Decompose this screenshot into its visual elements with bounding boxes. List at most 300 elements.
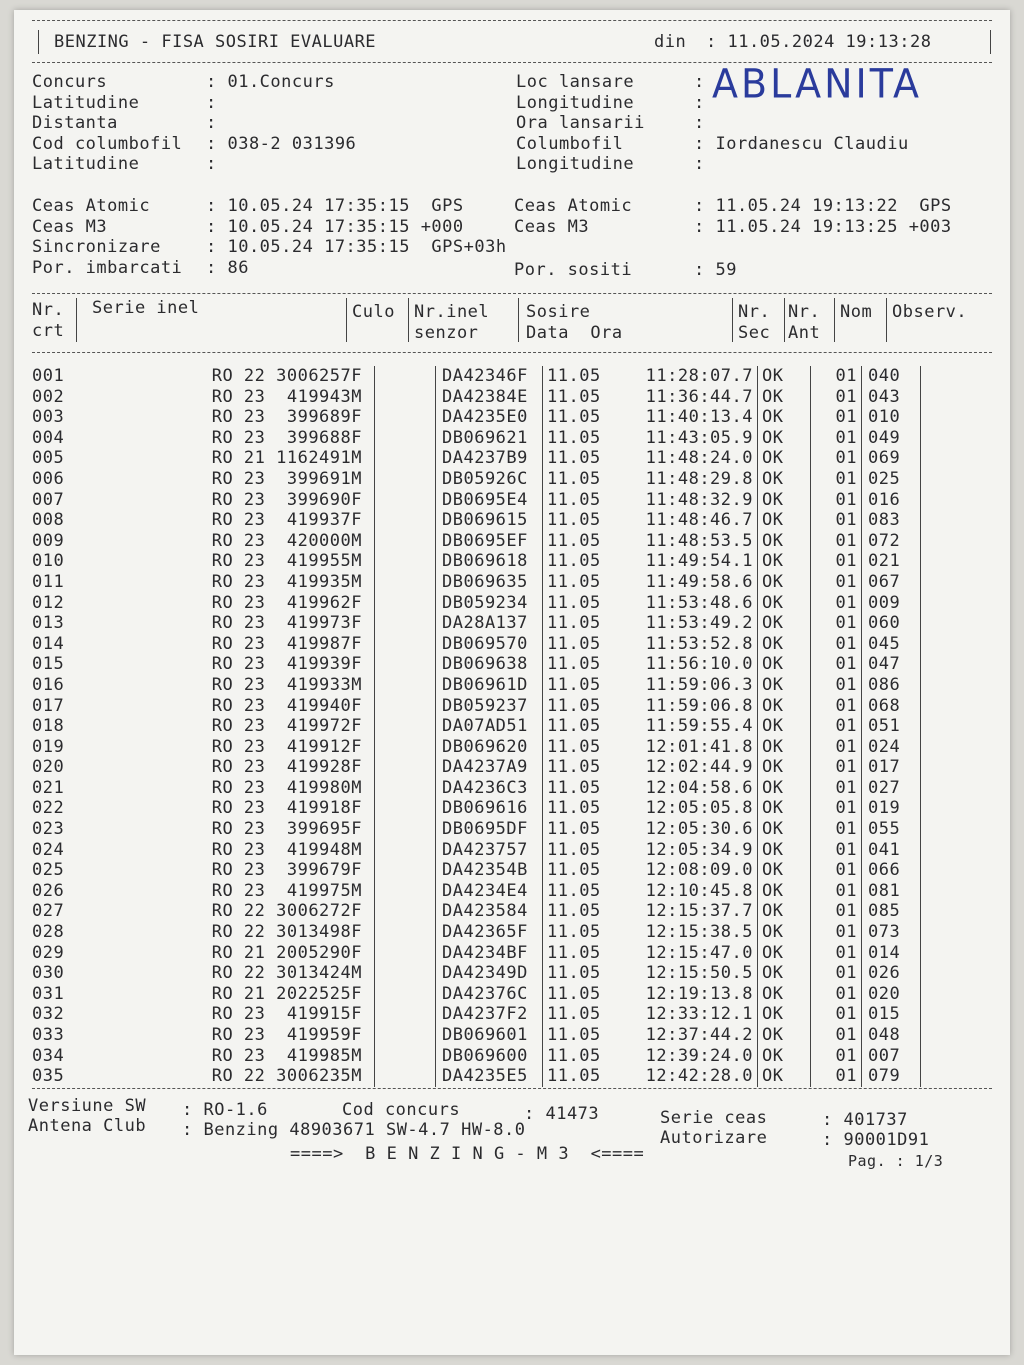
row-date: 11.05 [543, 943, 624, 964]
row-ring: RO 23 419962F [211, 592, 362, 613]
row-sec: OK [758, 366, 811, 387]
row-date: 11.05 [543, 510, 624, 531]
row-sensor: DB069616 [436, 798, 543, 819]
row-sensor: DB069635 [436, 572, 543, 593]
row-ring: RO 22 3006235M [211, 1066, 362, 1087]
row-time: 11:48:29.8 [645, 468, 753, 489]
row-sec: OK [758, 1025, 811, 1046]
row-ring: RO 23 419912F [211, 736, 362, 757]
row-nr: 033 [32, 1025, 65, 1045]
row-nom: 055 [862, 819, 921, 840]
row-culo [375, 448, 436, 469]
row-ring: RO 23 419948M [211, 839, 362, 860]
row-sensor: DA28A137 [436, 613, 543, 634]
row-date: 11.05 [543, 737, 624, 758]
row-ring: RO 23 419918F [211, 798, 362, 819]
col-obs-header: Observ. [892, 302, 968, 322]
row-nom: 066 [862, 860, 921, 881]
row-ant: 01 [811, 510, 862, 531]
footer-version-value: : RO-1.6 [182, 1100, 268, 1120]
clock-left-labels: Ceas Atomic Ceas M3 Sincronizare Por. imbarcati [32, 196, 183, 278]
row-ring: RO 23 419975M [211, 880, 362, 901]
row-date: 11.05 [543, 696, 624, 717]
row-time: 12:05:34.9 [645, 839, 753, 860]
row-sensor: DA4237A9 [436, 757, 543, 778]
table-row [28, 1046, 1001, 1067]
row-nr: 028 [32, 922, 65, 943]
title-bar-left [38, 30, 39, 54]
row-time: 11:48:46.7 [645, 510, 753, 531]
row-sec: OK [758, 613, 811, 634]
row-ring: RO 21 1162491M [211, 448, 362, 469]
row-obs [921, 654, 1002, 675]
table-row [28, 1025, 1001, 1046]
table-row [28, 531, 1001, 552]
row-ant: 01 [811, 798, 862, 819]
row-time: 12:15:47.0 [645, 942, 753, 963]
row-nr: 001 [32, 366, 65, 386]
row-sec: OK [758, 387, 811, 408]
row-nom: 048 [862, 1025, 921, 1046]
row-time: 11:56:10.0 [645, 654, 753, 675]
row-date: 11.05 [543, 901, 624, 922]
row-sec: OK [758, 551, 811, 572]
row-sec: OK [758, 943, 811, 964]
row-obs [921, 551, 1002, 572]
row-nr: 034 [32, 1045, 65, 1066]
row-nr: 002 [32, 386, 65, 407]
row-culo [375, 901, 436, 922]
info-left-values: : 01.Concurs : : : 038-2 031396 : [206, 72, 357, 174]
row-time: 11:40:13.4 [645, 407, 753, 428]
row-culo [375, 984, 436, 1005]
row-ring: RO 23 419939F [211, 654, 362, 675]
row-date: 11.05 [543, 490, 624, 511]
table-row [28, 407, 1001, 428]
col-sep-4 [518, 298, 519, 342]
row-ant: 01 [811, 757, 862, 778]
row-nom: 010 [862, 407, 921, 428]
col-sosire-header: Sosire Data Ora [526, 302, 623, 343]
row-sensor: DB069615 [436, 510, 543, 531]
row-nr: 007 [32, 489, 65, 510]
row-nom: 009 [862, 593, 921, 614]
row-nr: 011 [32, 571, 65, 592]
row-nr: 018 [32, 716, 65, 737]
row-ring: RO 23 419928F [211, 757, 362, 778]
row-sensor: DB069570 [436, 634, 543, 655]
table-row [28, 675, 1001, 696]
row-culo [375, 387, 436, 408]
row-culo [375, 860, 436, 881]
row-time: 12:08:09.0 [645, 860, 753, 881]
table-row [28, 1066, 1001, 1087]
row-nom: 068 [862, 696, 921, 717]
row-sec: OK [758, 840, 811, 861]
row-time: 11:48:32.9 [645, 489, 753, 510]
row-date: 11.05 [543, 593, 624, 614]
row-nom: 081 [862, 881, 921, 902]
row-nom: 073 [862, 922, 921, 943]
row-obs [921, 490, 1002, 511]
row-time: 11:36:44.7 [645, 386, 753, 407]
columns-bottom-divider [32, 352, 992, 353]
col-sec-header: Nr. Sec [738, 302, 771, 343]
row-culo [375, 1066, 436, 1087]
row-culo [375, 654, 436, 675]
row-sensor: DA4236C3 [436, 778, 543, 799]
table-row [28, 654, 1001, 675]
row-time: 11:48:53.5 [645, 530, 753, 551]
date-value: : 11.05.2024 19:13:28 [706, 32, 932, 52]
row-time: 12:15:38.5 [645, 922, 753, 943]
row-culo [375, 716, 436, 737]
row-obs [921, 737, 1002, 758]
row-sensor: DB059234 [436, 593, 543, 614]
row-date: 11.05 [543, 407, 624, 428]
row-sec: OK [758, 469, 811, 490]
table-row [28, 490, 1001, 511]
row-nr: 027 [32, 901, 65, 922]
row-sec: OK [758, 654, 811, 675]
footer-right-values: : 401737 : 90001D91 [822, 1110, 930, 1150]
row-sec: OK [758, 860, 811, 881]
table-row [28, 634, 1001, 655]
table-row [28, 510, 1001, 531]
row-ant: 01 [811, 675, 862, 696]
row-ant: 01 [811, 819, 862, 840]
table-row [28, 943, 1001, 964]
row-time: 12:01:41.8 [645, 736, 753, 757]
row-ant: 01 [811, 716, 862, 737]
row-obs [921, 572, 1002, 593]
row-nr: 016 [32, 674, 65, 695]
row-time: 12:10:45.8 [645, 880, 753, 901]
row-nom: 045 [862, 634, 921, 655]
row-sec: OK [758, 593, 811, 614]
row-ant: 01 [811, 490, 862, 511]
row-ant: 01 [811, 943, 862, 964]
row-obs [921, 922, 1002, 943]
row-date: 11.05 [543, 984, 624, 1005]
row-date: 11.05 [543, 469, 624, 490]
row-culo [375, 510, 436, 531]
row-nom: 027 [862, 778, 921, 799]
footer-antenna-value: : Benzing 48903671 SW-4.7 HW-8.0 [182, 1120, 526, 1140]
row-ant: 01 [811, 778, 862, 799]
row-culo [375, 696, 436, 717]
row-ring: RO 23 419985M [211, 1045, 362, 1066]
row-sec: OK [758, 675, 811, 696]
table-row [28, 572, 1001, 593]
row-ring: RO 23 419980M [211, 777, 362, 798]
row-nr: 020 [32, 757, 65, 778]
row-sensor: DA4237F2 [436, 1004, 543, 1025]
row-culo [375, 737, 436, 758]
row-time: 12:15:50.5 [645, 963, 753, 984]
row-time: 11:59:06.3 [645, 674, 753, 695]
row-date: 11.05 [543, 922, 624, 943]
row-nr: 029 [32, 942, 65, 963]
row-ant: 01 [811, 531, 862, 552]
row-ant: 01 [811, 1066, 862, 1087]
row-time: 12:05:30.6 [645, 819, 753, 840]
row-sec: OK [758, 737, 811, 758]
row-ring: RO 23 399695F [211, 819, 362, 840]
row-sensor: DB0695DF [436, 819, 543, 840]
row-sec: OK [758, 901, 811, 922]
row-sensor: DA423757 [436, 840, 543, 861]
row-ring: RO 23 420000M [211, 530, 362, 551]
row-sensor: DA42376C [436, 984, 543, 1005]
row-nom: 020 [862, 984, 921, 1005]
row-obs [921, 366, 1002, 387]
row-sensor: DB06961D [436, 675, 543, 696]
table-row [28, 860, 1001, 881]
row-date: 11.05 [543, 572, 624, 593]
row-nom: 085 [862, 901, 921, 922]
row-sec: OK [758, 757, 811, 778]
row-sec: OK [758, 819, 811, 840]
row-date: 11.05 [543, 613, 624, 634]
row-sec: OK [758, 428, 811, 449]
row-obs [921, 881, 1002, 902]
row-ant: 01 [811, 448, 862, 469]
row-nom: 047 [862, 654, 921, 675]
row-culo [375, 407, 436, 428]
row-date: 11.05 [543, 798, 624, 819]
row-nr: 005 [32, 448, 65, 469]
col-sep-8 [886, 298, 887, 342]
table-row [28, 387, 1001, 408]
row-nom: 086 [862, 675, 921, 696]
row-nr: 009 [32, 530, 65, 551]
row-obs [921, 387, 1002, 408]
table-row [28, 984, 1001, 1005]
row-obs [921, 593, 1002, 614]
row-sec: OK [758, 778, 811, 799]
row-ant: 01 [811, 1004, 862, 1025]
row-sensor: DA4235E5 [436, 1066, 543, 1087]
col-sep-2 [346, 298, 347, 342]
handwritten-location: ABLANITA [712, 60, 922, 108]
row-nom: 021 [862, 551, 921, 572]
row-ring: RO 23 419973F [211, 613, 362, 634]
row-time: 11:48:24.0 [645, 448, 753, 469]
row-time: 11:49:58.6 [645, 571, 753, 592]
row-nr: 010 [32, 551, 65, 572]
row-date: 11.05 [543, 963, 624, 984]
evaluation-sheet [14, 10, 1010, 1355]
row-obs [921, 696, 1002, 717]
row-culo [375, 531, 436, 552]
arrived-label: Por. sositi [514, 260, 633, 280]
row-ant: 01 [811, 428, 862, 449]
table-row [28, 613, 1001, 634]
row-sec: OK [758, 922, 811, 943]
info-right-labels: Loc lansare Longitudine Ora lansarii Columbofil Longitudine [516, 72, 645, 174]
row-time: 11:43:05.9 [645, 427, 753, 448]
row-ring: RO 23 419943M [211, 386, 362, 407]
row-sec: OK [758, 634, 811, 655]
row-ring: RO 23 419987F [211, 633, 362, 654]
row-time: 12:04:58.6 [645, 777, 753, 798]
row-nom: 014 [862, 943, 921, 964]
row-culo [375, 778, 436, 799]
row-sensor: DB069620 [436, 737, 543, 758]
row-sensor: DA4234E4 [436, 881, 543, 902]
row-obs [921, 1004, 1002, 1025]
date-label: din [654, 32, 687, 52]
clock-left-values: : 10.05.24 17:35:15 GPS : 10.05.24 17:35:15 +000 : 10.05.24 17:35:15 GPS+03h : 86 [206, 196, 507, 278]
table-row [28, 448, 1001, 469]
row-culo [375, 1004, 436, 1025]
row-ant: 01 [811, 881, 862, 902]
table-row [28, 469, 1001, 490]
row-sec: OK [758, 510, 811, 531]
row-sensor: DB05926C [436, 469, 543, 490]
row-culo [375, 613, 436, 634]
row-date: 11.05 [543, 366, 624, 387]
row-date: 11.05 [543, 881, 624, 902]
arrived-value: : 59 [694, 260, 737, 280]
col-sep-6 [784, 298, 785, 342]
row-ring: RO 23 399679F [211, 860, 362, 881]
row-sensor: DA4234BF [436, 943, 543, 964]
row-nr: 006 [32, 468, 65, 489]
row-culo [375, 366, 436, 387]
columns-top-divider [32, 293, 992, 294]
row-ring: RO 23 419935M [211, 571, 362, 592]
row-time: 11:59:06.8 [645, 695, 753, 716]
row-time: 11:53:49.2 [645, 613, 753, 634]
row-sec: OK [758, 407, 811, 428]
row-ring: RO 23 419915F [211, 1004, 362, 1025]
arrivals-table [28, 366, 1001, 1087]
row-obs [921, 860, 1002, 881]
row-obs [921, 1046, 1002, 1067]
row-obs [921, 510, 1002, 531]
row-nom: 072 [862, 531, 921, 552]
row-sec: OK [758, 490, 811, 511]
row-nr: 030 [32, 963, 65, 984]
table-row [28, 881, 1001, 902]
row-nr: 008 [32, 510, 65, 531]
row-time: 12:19:13.8 [645, 983, 753, 1004]
table-row [28, 757, 1001, 778]
row-obs [921, 757, 1002, 778]
row-time: 11:53:52.8 [645, 633, 753, 654]
top-divider [32, 20, 992, 21]
row-time: 12:42:28.0 [645, 1066, 753, 1087]
row-nr: 015 [32, 654, 65, 675]
row-nom: 015 [862, 1004, 921, 1025]
document-title: BENZING - FISA SOSIRI EVALUARE [54, 32, 377, 52]
row-nr: 003 [32, 407, 65, 428]
row-date: 11.05 [543, 531, 624, 552]
row-ant: 01 [811, 469, 862, 490]
row-nom: 040 [862, 366, 921, 387]
row-culo [375, 551, 436, 572]
row-obs [921, 531, 1002, 552]
col-ant-header: Nr. Ant [788, 302, 821, 343]
row-ring: RO 22 3013498F [211, 922, 362, 943]
row-sec: OK [758, 572, 811, 593]
row-ring: RO 23 419972F [211, 716, 362, 737]
col-nr-header: Nr. crt [32, 300, 65, 341]
row-nom: 083 [862, 510, 921, 531]
row-ant: 01 [811, 1025, 862, 1046]
row-nr: 026 [32, 880, 65, 901]
row-time: 12:33:12.1 [645, 1004, 753, 1025]
row-ant: 01 [811, 860, 862, 881]
row-culo [375, 1046, 436, 1067]
row-culo [375, 428, 436, 449]
row-obs [921, 963, 1002, 984]
row-ant: 01 [811, 901, 862, 922]
row-sec: OK [758, 531, 811, 552]
col-nom-header: Nom [840, 302, 873, 322]
row-obs [921, 984, 1002, 1005]
row-ant: 01 [811, 593, 862, 614]
row-culo [375, 963, 436, 984]
row-obs [921, 778, 1002, 799]
row-ring: RO 23 419940F [211, 695, 362, 716]
row-nom: 041 [862, 840, 921, 861]
row-date: 11.05 [543, 551, 624, 572]
row-nr: 031 [32, 983, 65, 1004]
row-date: 11.05 [543, 675, 624, 696]
row-nr: 004 [32, 427, 65, 448]
row-ant: 01 [811, 654, 862, 675]
row-obs [921, 634, 1002, 655]
row-culo [375, 757, 436, 778]
row-sensor: DA42349D [436, 963, 543, 984]
row-ring: RO 22 3006257F [211, 366, 362, 386]
row-time: 11:53:48.6 [645, 592, 753, 613]
table-row [28, 963, 1001, 984]
row-nr: 013 [32, 613, 65, 634]
row-ring: RO 23 419933M [211, 674, 362, 695]
row-ring: RO 23 399691M [211, 468, 362, 489]
table-row [28, 716, 1001, 737]
title-bar-right [990, 30, 991, 54]
row-date: 11.05 [543, 819, 624, 840]
table-row [28, 798, 1001, 819]
row-ring: RO 23 399690F [211, 489, 362, 510]
footer-right-labels: Serie ceas Autorizare [660, 1108, 768, 1148]
row-sensor: DB069621 [436, 428, 543, 449]
col-sep-5 [732, 298, 733, 342]
row-nom: 060 [862, 613, 921, 634]
row-time: 12:37:44.2 [645, 1025, 753, 1045]
row-obs [921, 819, 1002, 840]
row-nom: 049 [862, 428, 921, 449]
row-ant: 01 [811, 737, 862, 758]
row-nom: 079 [862, 1066, 921, 1087]
row-time: 11:59:55.4 [645, 716, 753, 737]
row-sensor: DA4237B9 [436, 448, 543, 469]
row-culo [375, 1025, 436, 1046]
row-nom: 043 [862, 387, 921, 408]
row-obs [921, 428, 1002, 449]
row-obs [921, 798, 1002, 819]
table-row [28, 819, 1001, 840]
row-obs [921, 675, 1002, 696]
row-nom: 024 [862, 737, 921, 758]
row-ring: RO 23 399689F [211, 407, 362, 428]
row-sec: OK [758, 1004, 811, 1025]
